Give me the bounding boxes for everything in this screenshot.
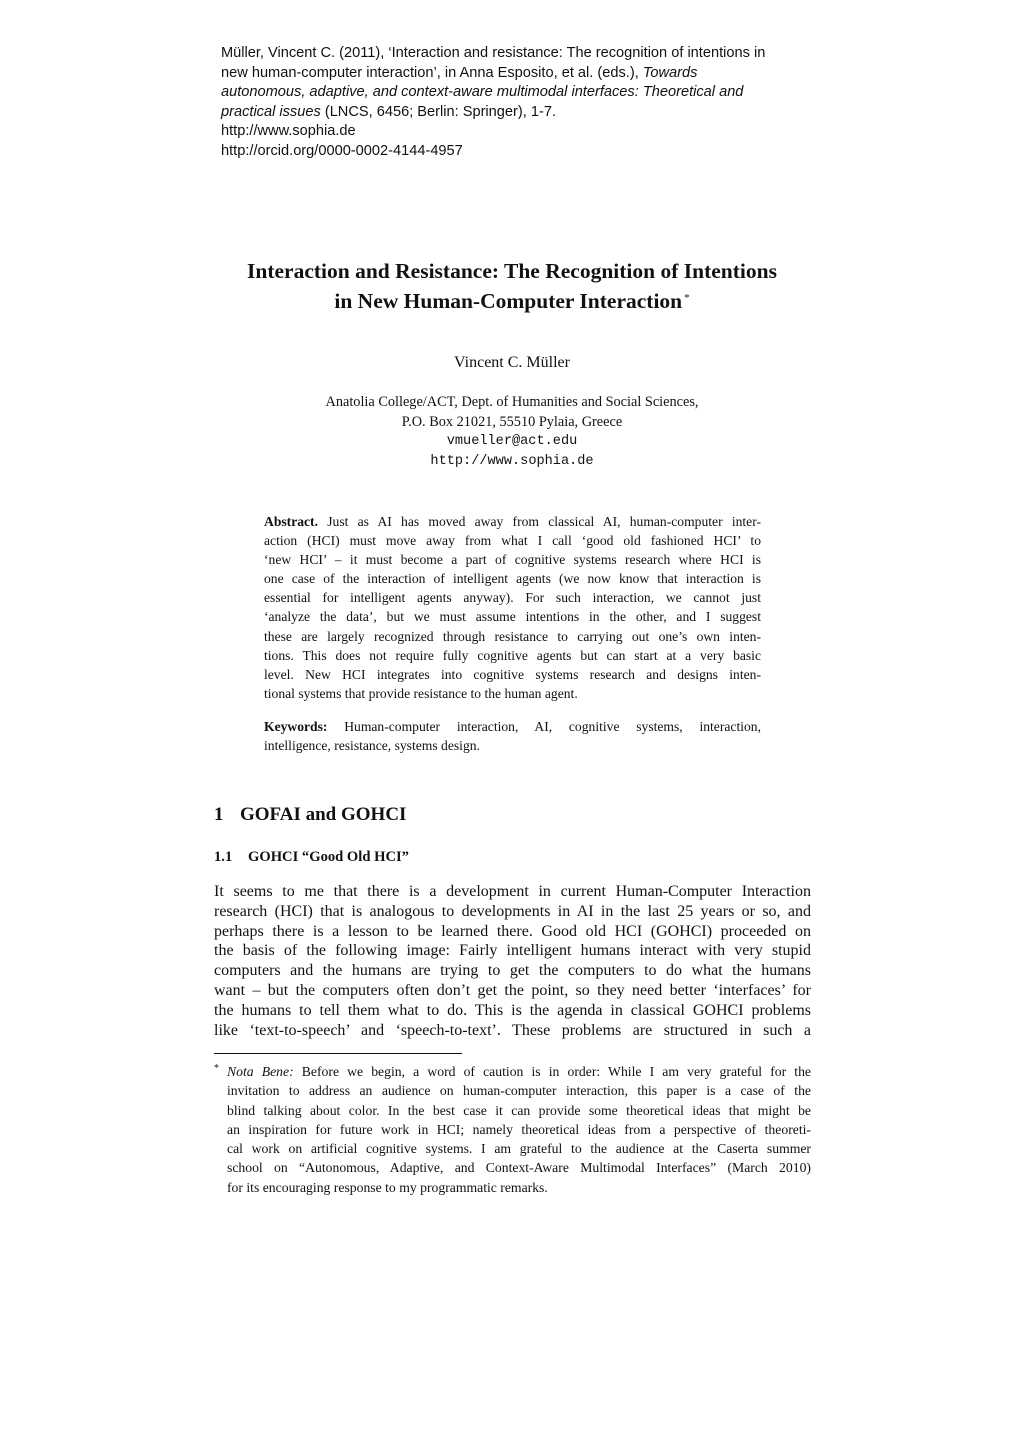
author-website[interactable]: http://www.sophia.de (430, 453, 594, 469)
paper-title-line-1: Interaction and Resistance: The Recognition of Intentions (247, 259, 777, 283)
body-line: computers and the humans are trying to get the computers to do what the humans (214, 962, 811, 980)
citation-line-2 (221, 64, 821, 84)
citation-line-2-italic: Towards (642, 64, 698, 81)
footnote-line: an inspiration for future work in HCI; namely theoretical ideas from a perspective of theoreti- (227, 1121, 811, 1137)
subsection-heading (214, 847, 409, 867)
body-line: It seems to me that there is a development in current Human-Computer Interaction (214, 883, 811, 900)
body-line: want – but the computers often don’t get the point, so they need better ‘interfaces’ for (214, 981, 811, 999)
citation-line-1: Müller, Vincent C. (2011), ‘Interaction and resistance: The recognition of intentions in (221, 45, 766, 61)
section-heading (214, 802, 406, 828)
footnote-line: for its encouraging response to my programmatic remarks. (227, 1179, 548, 1195)
body-line: research (HCI) that is analogous to developments in AI in the last 25 years or so, and (214, 902, 811, 920)
citation-line-3-italic: autonomous, adaptive, and context-aware multimodal interfaces: Theoretical and (221, 84, 744, 101)
section-number: 1 (214, 804, 224, 825)
citation-line-2-plain: new human-computer interaction’, in Anna Esposito, et al. (eds.), (221, 64, 639, 81)
paper-title-line-2 (160, 286, 864, 316)
body-line: perhaps there is a lesson to be learned there. Good old HCI (GOHCI) proceeded on (214, 922, 811, 940)
abstract-line: one case of the interaction of intelligent agents (we now know that interaction is (264, 571, 761, 587)
citation-header (221, 44, 821, 162)
section-title: GOFAI and GOHCI (240, 804, 407, 825)
paper-title-line-2-text: in New Human-Computer Interaction (334, 289, 683, 313)
body-paragraph (214, 882, 811, 1040)
abstract-line-text: Just as AI has moved away from classical AI, human-computer inter- (327, 514, 761, 529)
footnote-line-text: Before we begin, a word of caution is in order: While I am very grateful for the (301, 1064, 812, 1079)
author-affiliation (0, 393, 1024, 471)
keywords-line (264, 717, 761, 736)
abstract-line: tions. This does not require fully cognitive agents but can start at a very basic (264, 647, 761, 663)
abstract (264, 512, 761, 703)
abstract-label: Abstract. (264, 514, 318, 529)
paper-title (160, 256, 864, 316)
subsection-number: 1.1 (214, 849, 233, 865)
keywords (264, 717, 761, 755)
citation-line-3 (221, 83, 821, 103)
affiliation-line-2: P.O. Box 21021, 55510 Pylaia, Greece (401, 413, 623, 430)
abstract-line: tional systems that provide resistance to the human agent. (264, 685, 578, 701)
abstract-line: level. New HCI integrates into cognitive systems research and designs inten- (264, 666, 761, 682)
footnote-line: invitation to address an audience on human-computer interaction, this paper is a case of the (227, 1083, 811, 1099)
footnote-line (227, 1062, 811, 1081)
footnote (214, 1062, 811, 1197)
citation-orcid[interactable]: http://orcid.org/0000-0002-4144-4957 (221, 142, 463, 159)
footnote-line: cal work on artificial cognitive systems. I am grateful to the audience at the Caserta summer (227, 1141, 811, 1157)
keywords-line: intelligence, resistance, systems design. (264, 738, 480, 754)
abstract-line: action (HCI) must move away from what I call ‘good old fashioned HCI’ to (264, 533, 761, 549)
affiliation-line-1: Anatolia College/ACT, Dept. of Humanities and Social Sciences, (325, 394, 699, 410)
citation-line-4-plain: (LNCS, 6456; Berlin: Springer), 1-7. (324, 103, 556, 120)
abstract-line (264, 512, 761, 531)
title-footnote-mark[interactable]: * (684, 292, 690, 304)
citation-url[interactable]: http://www.sophia.de (221, 123, 356, 140)
abstract-line: these are largely recognized through resistance to carrying out one’s own inten- (264, 628, 761, 644)
body-line: the humans to tell them what to do. This is the agenda in classical GOHCI problems (214, 1001, 811, 1019)
abstract-line: essential for intelligent agents anyway). For such interaction, we cannot just (264, 590, 761, 606)
citation-line-4 (221, 103, 821, 123)
keywords-label: Keywords: (264, 719, 328, 734)
abstract-line: ‘analyze the data’, but we must assume intentions in the other, and I suggest (264, 609, 761, 625)
footnote-divider (214, 1053, 462, 1054)
keywords-line-text: Human-computer interaction, AI, cognitive systems, interaction, (344, 719, 761, 734)
citation-line-4-italic: practical issues (221, 103, 321, 120)
footnote-line: school on “Autonomous, Adaptive, and Context-Aware Multimodal Interfaces” (March 2010) (227, 1160, 811, 1176)
subsection-title: GOHCI “Good Old HCI” (248, 849, 409, 865)
footnote-mark: * (214, 1063, 219, 1074)
abstract-line: ‘new HCI’ – it must become a part of cognitive systems research where HCI is (264, 552, 761, 568)
footnote-label: Nota Bene: (227, 1064, 294, 1079)
footnote-line: blind talking about color. In the best case it can provide some theoretical ideas that might be (227, 1102, 811, 1118)
author-name: Vincent C. Müller (454, 354, 570, 371)
body-line: the basis of the following image: Fairly intelligent humans interact with very stupid (214, 942, 811, 960)
body-line: like ‘text-to-speech’ and ‘speech-to-text’. These problems are structured in such a (214, 1021, 811, 1039)
author-email[interactable]: vmueller@act.edu (446, 434, 578, 449)
